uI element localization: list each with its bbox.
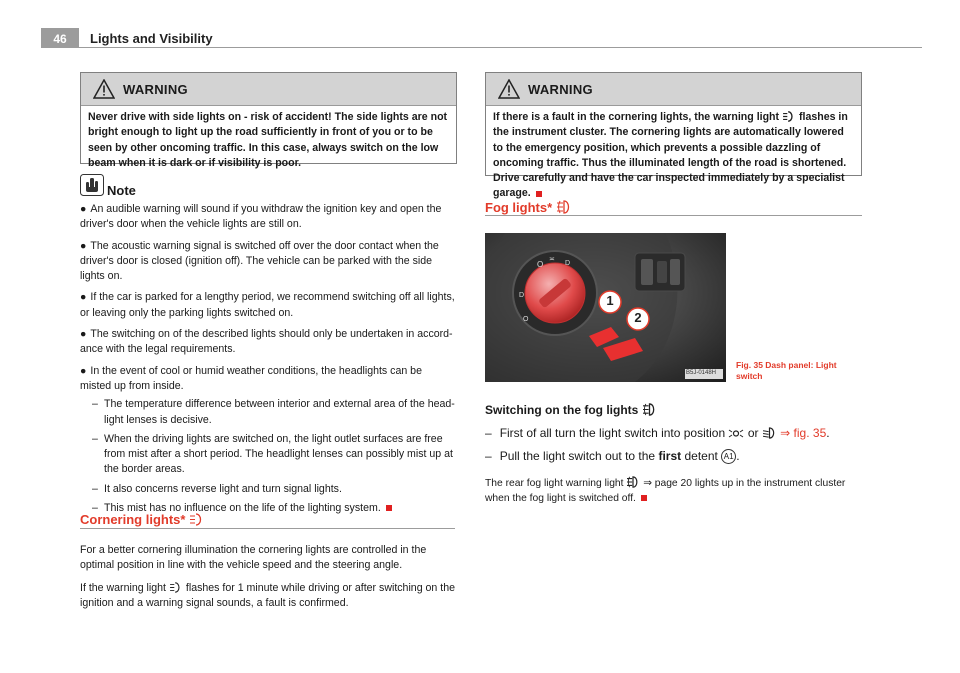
list-subitem: – When the driving lights are switched on, the light outlet surfaces are free from mist after a short period. The headlight lenses can possibly mist up at the border areas. (92, 432, 453, 476)
callout-a1: A1 (721, 449, 736, 464)
warning-label: WARNING (123, 82, 188, 97)
figure-caption: Fig. 35 Dash panel: Light switch (736, 360, 837, 381)
note-label: Note (107, 183, 136, 198)
callout-1: 1 (606, 293, 614, 308)
fog-light-icon (626, 476, 640, 488)
warning-text: Never drive with side lights on - risk of accident! The side lights are not bright enough to light up the road sufficiently in front of you or to be seen by other oncoming traffic. In this case, always switch on the low beam when it is dark or if visibility is poor. (88, 111, 448, 169)
cornering-light-icon (782, 111, 796, 122)
fog-steps (485, 424, 865, 465)
warning-header (81, 73, 456, 106)
warning-box-side-lights (80, 72, 457, 169)
svg-text:O: O (523, 316, 529, 323)
rear-fog-paragraph: The rear fog light warning light ⇒ page 20 lights up in the instrument cluster when the fog light is switched off. (485, 478, 846, 504)
paragraph: For a better cornering illumination the cornering lights are controlled in the optimal position in line with the vehicle speed and the steering angle. (80, 544, 427, 572)
light-switch-photo (485, 233, 726, 382)
low-beam-icon (762, 427, 777, 439)
list-item: ● The acoustic warning signal is switched off over the door contact when the driver's door is closed (ignition off). The vehicle can be parked with the side lights on. (80, 239, 439, 283)
cornering-text (80, 543, 455, 618)
list-item: ● The switching on of the described lights should only be undertaken in accord-ance with the legal requirements. (80, 328, 453, 356)
svg-text:D: D (565, 260, 571, 267)
warning-label: WARNING (528, 82, 593, 97)
section-title-cornering: Cornering lights* (80, 512, 205, 527)
fog-light-icon (556, 200, 572, 214)
warning-triangle-icon (498, 79, 520, 99)
svg-text:O: O (537, 260, 544, 269)
warning-header (486, 73, 861, 106)
list-item: ● If the car is parked for a lengthy period, we recommend switching off all lights, or leaving only the parking lights switched on. (80, 291, 455, 319)
fog-subheading: Switching on the fog lights (485, 403, 657, 417)
section-rule (485, 215, 862, 216)
warning-text: If there is a fault in the cornering lights, the warning light flashes in the instrument cluster. The cornering lights are automatically lowered to the emergency position, which prevents a possible dazzling of oncoming traffic. Thus the illuminated length of the road is shortened. Drive carefully and have the car inspected immediately by a specialist garage. (493, 111, 848, 200)
page-number: 46 (41, 28, 79, 48)
side-light-icon (728, 428, 744, 439)
note-list (80, 202, 455, 520)
section-title-fog: Fog lights* (485, 200, 572, 215)
figure-link[interactable]: ⇒ fig. 35 (780, 426, 827, 440)
figure-code: B5J-0148H (686, 370, 717, 376)
step-2: – Pull the light switch out to the first detent A1 . (485, 449, 740, 463)
cornering-light-icon (189, 513, 205, 526)
end-square-icon (386, 505, 392, 511)
section-rule (80, 528, 455, 529)
warning-triangle-icon (93, 79, 115, 99)
warning-box-cornering (485, 72, 862, 200)
svg-text:D: D (519, 292, 525, 299)
svg-text:≍: ≍ (549, 256, 555, 263)
chapter-title: Lights and Visibility (90, 31, 213, 46)
end-square-icon (641, 495, 647, 501)
list-subitem: – This mist has no influence on the life of the lighting system. (80, 501, 455, 516)
list-subitem: – It also concerns reverse light and turn signal lights. (92, 482, 342, 495)
fog-light-icon (642, 403, 657, 416)
header-rule (79, 47, 922, 48)
callout-2: 2 (634, 310, 642, 325)
list-subitem: – The temperature difference between interior and external area of the head-light lenses is decisive. (92, 398, 455, 426)
cornering-light-icon (169, 582, 183, 593)
step-1: – First of all turn the light switch into position or ⇒ fig. 35. (485, 426, 830, 440)
paragraph: If the warning light flashes for 1 minute while driving or after switching on the ignition and a warning signal sounds, a fault is confirmed. (80, 581, 455, 609)
end-square-icon (536, 191, 542, 197)
list-item: ● An audible warning will sound if you withdraw the ignition key and open the driver's door when the vehicle lights are still on. (80, 203, 442, 231)
note-hand-icon (80, 174, 104, 196)
list-item: ● In the event of cool or humid weather conditions, the headlights can be misted up from inside. (80, 364, 422, 392)
